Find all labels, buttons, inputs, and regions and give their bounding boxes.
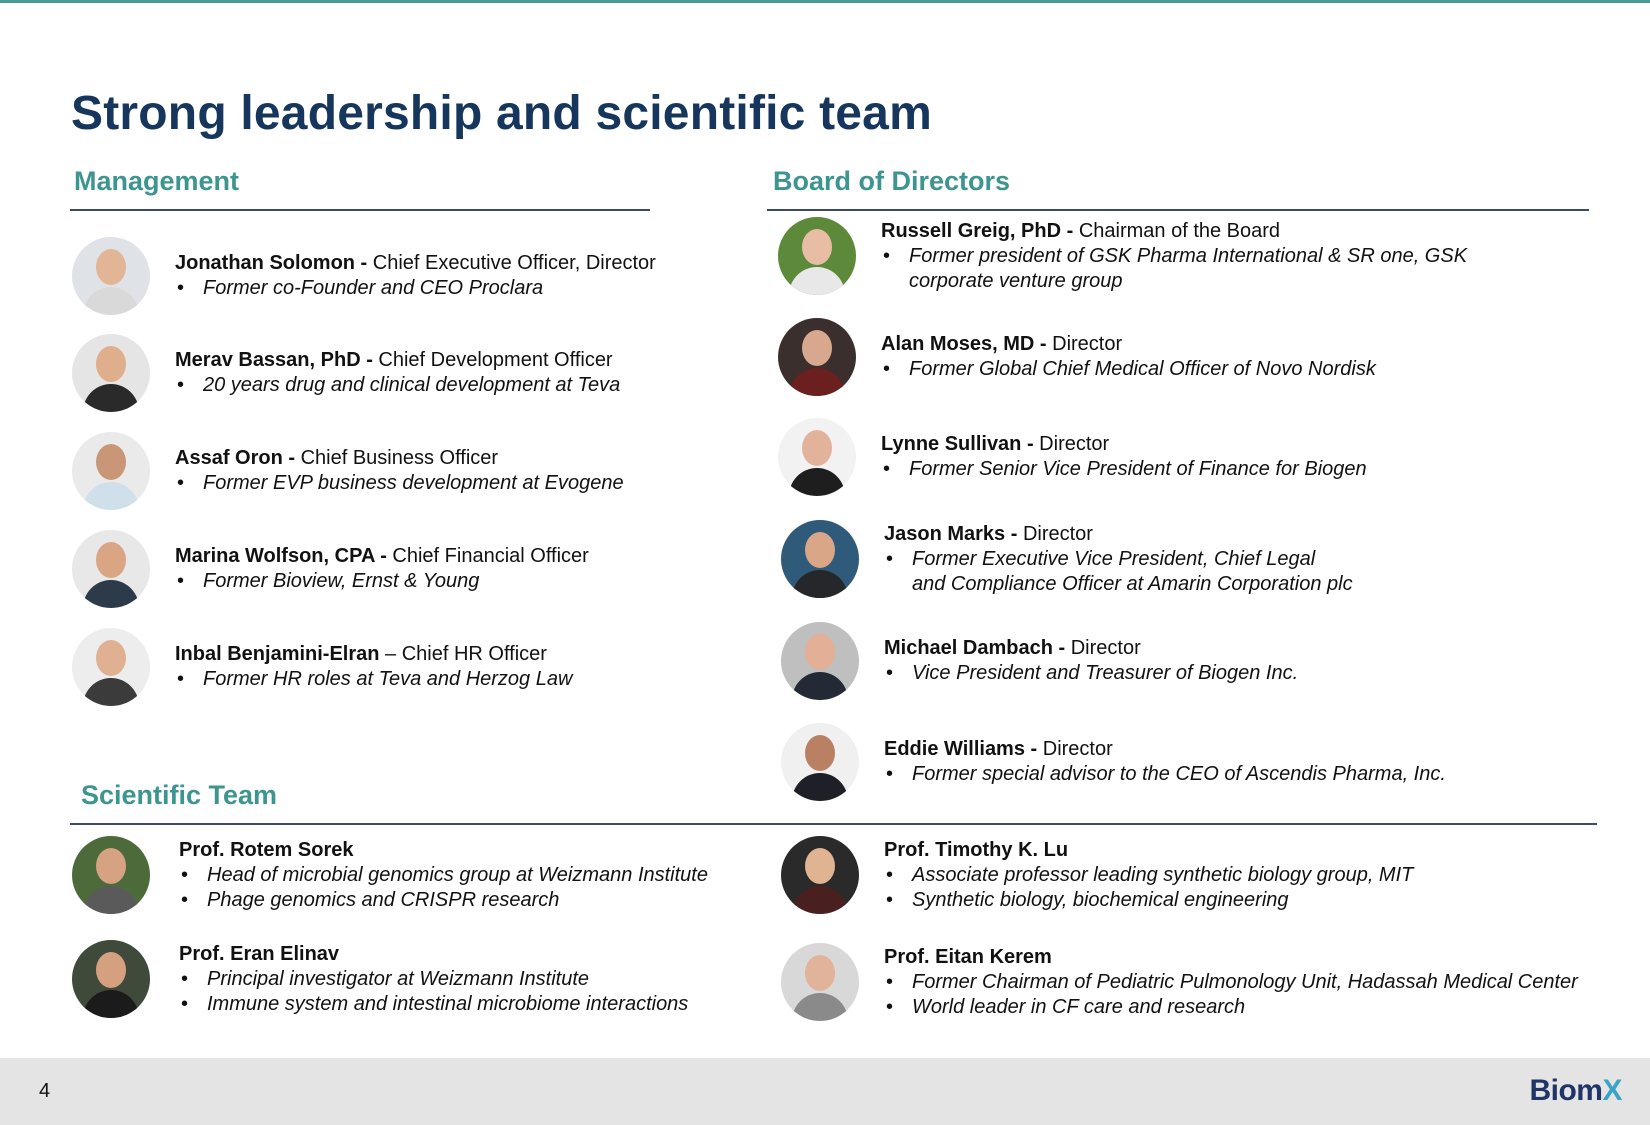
board-member xyxy=(778,418,1367,496)
scientific-member xyxy=(72,836,708,914)
avatar xyxy=(778,217,856,295)
avatar xyxy=(72,530,150,608)
management-member xyxy=(72,628,572,706)
avatar xyxy=(781,622,859,700)
bullet-item: • World leader in CF care and research xyxy=(884,995,1578,1020)
member-name: Prof. Eran Elinav xyxy=(179,942,340,965)
member-name: Jason Marks - xyxy=(884,522,1018,545)
bullet-item: • Immune system and intestinal microbiome interactions xyxy=(179,992,688,1017)
member-role: Director xyxy=(1017,522,1093,545)
bullet-item: • Former EVP business development at Evogene xyxy=(175,471,624,496)
avatar xyxy=(781,943,859,1021)
member-role: Director xyxy=(1037,738,1113,760)
footer-bar xyxy=(0,1058,1650,1125)
member-name: Prof. Eitan Kerem xyxy=(884,945,1052,968)
bullet-item: • Former Chairman of Pediatric Pulmonology Unit, Hadassah Medical Center xyxy=(884,970,1578,995)
avatar xyxy=(781,723,859,801)
member-name: Michael Dambach - xyxy=(884,637,1066,659)
logo-x: X xyxy=(1602,1074,1622,1107)
slide-title: Strong leadership and scientific team xyxy=(71,87,932,140)
management-member xyxy=(72,334,620,412)
member-role: Director xyxy=(1046,333,1123,355)
member-name: Eddie Williams - xyxy=(884,738,1038,760)
avatar xyxy=(72,628,150,706)
biomx-logo xyxy=(1529,1074,1622,1108)
avatar xyxy=(72,836,150,914)
scientific-member xyxy=(781,943,1578,1021)
member-role: Chief Executive Officer, Director xyxy=(367,252,656,274)
board-member xyxy=(781,622,1298,700)
bullet-item: • Former Global Chief Medical Officer of Novo Nordisk xyxy=(881,357,1376,382)
scientific-team-rule xyxy=(70,823,1597,825)
avatar xyxy=(72,940,150,1018)
bullet-item: • Former HR roles at Teva and Herzog Law xyxy=(175,667,572,692)
bullet-item: • Former president of GSK Pharma International & SR one, GSK corporate venture group xyxy=(881,244,1501,294)
bullet-item: • Vice President and Treasurer of Biogen Inc. xyxy=(884,661,1298,686)
member-role: – Chief HR Officer xyxy=(379,643,547,665)
management-rule xyxy=(70,209,650,211)
top-accent-rule xyxy=(0,0,1650,3)
board-member xyxy=(781,520,1541,598)
scientific-team-heading: Scientific Team xyxy=(81,780,278,810)
bullet-item: • 20 years drug and clinical development at Teva xyxy=(175,373,620,398)
bullet-item: • Principal investigator at Weizmann Institute xyxy=(179,967,688,992)
management-member xyxy=(72,432,624,510)
avatar xyxy=(778,318,856,396)
board-member xyxy=(781,723,1446,801)
avatar xyxy=(72,432,150,510)
member-role: Chief Development Officer xyxy=(372,349,613,371)
management-member xyxy=(72,530,589,608)
page-number: 4 xyxy=(39,1080,51,1102)
member-name: Inbal Benjamini-Elran xyxy=(175,643,380,665)
board-heading: Board of Directors xyxy=(773,166,1011,196)
scientific-member xyxy=(781,836,1413,914)
member-name: Merav Bassan, PhD - xyxy=(175,349,373,371)
member-role: Director xyxy=(1033,433,1110,455)
bullet-item: • Associate professor leading synthetic biology group, MIT xyxy=(884,863,1413,888)
member-role: Director xyxy=(1065,637,1141,659)
member-name: Lynne Sullivan - xyxy=(881,433,1034,455)
avatar xyxy=(72,334,150,412)
avatar xyxy=(72,237,150,315)
member-name: Alan Moses, MD - xyxy=(881,333,1047,355)
board-member xyxy=(778,217,1508,295)
member-role: Chief Financial Officer xyxy=(386,545,589,567)
member-name: Prof. Rotem Sorek xyxy=(179,838,354,861)
bullet-item: • Phage genomics and CRISPR research xyxy=(179,888,708,913)
bullet-item: • Former co-Founder and CEO Proclara xyxy=(175,276,656,301)
logo-text: Biom xyxy=(1529,1074,1603,1107)
board-member xyxy=(778,318,1376,396)
bullet-item: • Synthetic biology, biochemical engineering xyxy=(884,888,1413,913)
member-role: Chief Business Officer xyxy=(295,447,499,469)
member-name: Prof. Timothy K. Lu xyxy=(884,838,1069,861)
management-member xyxy=(72,237,656,315)
avatar xyxy=(778,418,856,496)
member-name: Assaf Oron - xyxy=(175,447,296,469)
scientific-member xyxy=(72,940,688,1018)
member-name: Marina Wolfson, CPA - xyxy=(175,545,387,567)
bullet-item: • Head of microbial genomics group at Weizmann Institute xyxy=(179,863,708,888)
member-name: Russell Greig, PhD - xyxy=(881,219,1074,242)
management-heading: Management xyxy=(74,166,240,196)
avatar xyxy=(781,836,859,914)
bullet-item: • Former Executive Vice President, Chief Legal and Compliance Officer at Amarin Corporation plc xyxy=(884,547,1354,597)
bullet-item: • Former Senior Vice President of Finance for Biogen xyxy=(881,457,1367,482)
avatar xyxy=(781,520,859,598)
member-role: Chairman of the Board xyxy=(1073,219,1281,242)
member-name: Jonathan Solomon - xyxy=(175,252,368,274)
bullet-item: • Former special advisor to the CEO of Ascendis Pharma, Inc. xyxy=(884,762,1446,787)
board-rule xyxy=(767,209,1589,211)
bullet-item: • Former Bioview, Ernst & Young xyxy=(175,569,589,594)
